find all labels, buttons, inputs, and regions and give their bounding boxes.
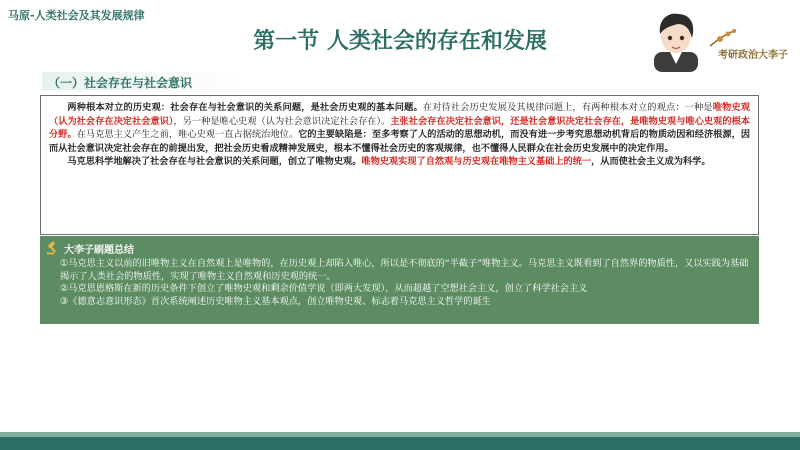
main-defect-statement: 它的主要缺陷是：至多考察了人的活动的思想动机，而没有进一步考究思想动机背后的物质动因和经济根源，因而从社会意识决定社会存在的前提出发，把社会历史看成精神发展史，根本不懂得社会历史的客观规律，也不懂得人民群众在社会历史发展中的决定作用。 [49,129,751,154]
highlight-fundamental-divide: 主张社会存在决定社会意识，还是社会意识决定社会存在，是唯物史观与唯心史观的根本分野。 [49,115,750,140]
basic-question-statement: 社会存在与社会意识的关系问题，是社会历史观的基本问题。 [170,102,423,113]
text-segment: ，从而使社会主义成为科学。 [591,156,711,167]
footer-band [0,437,800,450]
text-segment: 在对待社会历史发展及其规律问题上，有两种根本对立的观点：一种是 [422,102,713,113]
plum-branch-icon [706,26,792,48]
marx-statement: 马克思科学地解决了社会存在与社会意识的关系问题，创立了唯物史观。 [67,156,362,167]
summary-title: 大李子刷题总结 [64,245,134,256]
text-segment: ，另一种是唯心史观（认为社会意识决定社会存在）。 [173,115,391,127]
highlight-materialism: 唯物史观（认为社会存在决定社会意识） [49,102,751,127]
paragraph-historical-views [49,101,750,155]
summary-item: ②马克思恩格斯在新的历史条件下创立了唯物史观和剩余价值学说（即两大发现），从而超越了空想社会主义，创立了科学社会主义 [60,283,588,294]
paragraph-marx-contribution [49,155,750,169]
summary-list [60,258,750,308]
section-heading [42,72,272,90]
avatar-icon [648,8,704,72]
text-segment: 在马克思主义产生之前，唯心史观一直占据统治地位。 [76,129,299,140]
term-two-views: 两种根本对立的历史观： [67,102,171,113]
content-box [40,95,759,235]
logo-text: 考研政治大李子 [718,50,788,61]
brand-logo [706,26,792,66]
summary-item: ③《德意志意识形态》首次系统阐述历史唯物主义基本观点，创立唯物史观、标志着马克思主义哲学的诞生 [60,295,491,307]
summary-panel [40,236,759,324]
gavel-icon [46,241,60,255]
page-title: 第一节 人类社会的存在和发展 [253,28,547,54]
course-title: 马原-人类社会及其发展规律 [8,9,145,22]
highlight-unity: 唯物史观实现了自然观与历史观在唯物主义基础上的统一 [361,156,592,167]
summary-item: ①马克思主义以前的旧唯物主义在自然观上是唯物的，在历史观上却陷入唯心，所以是不彻底的“半截子”唯物主义。马克思主义既看到了自然界的物质性，又以实践为基础揭示了人类社会的物质性，实现了唯物主义自然观和历史观的统一。 [60,258,749,282]
section-heading-label: （一）社会存在与社会意识 [48,76,193,90]
